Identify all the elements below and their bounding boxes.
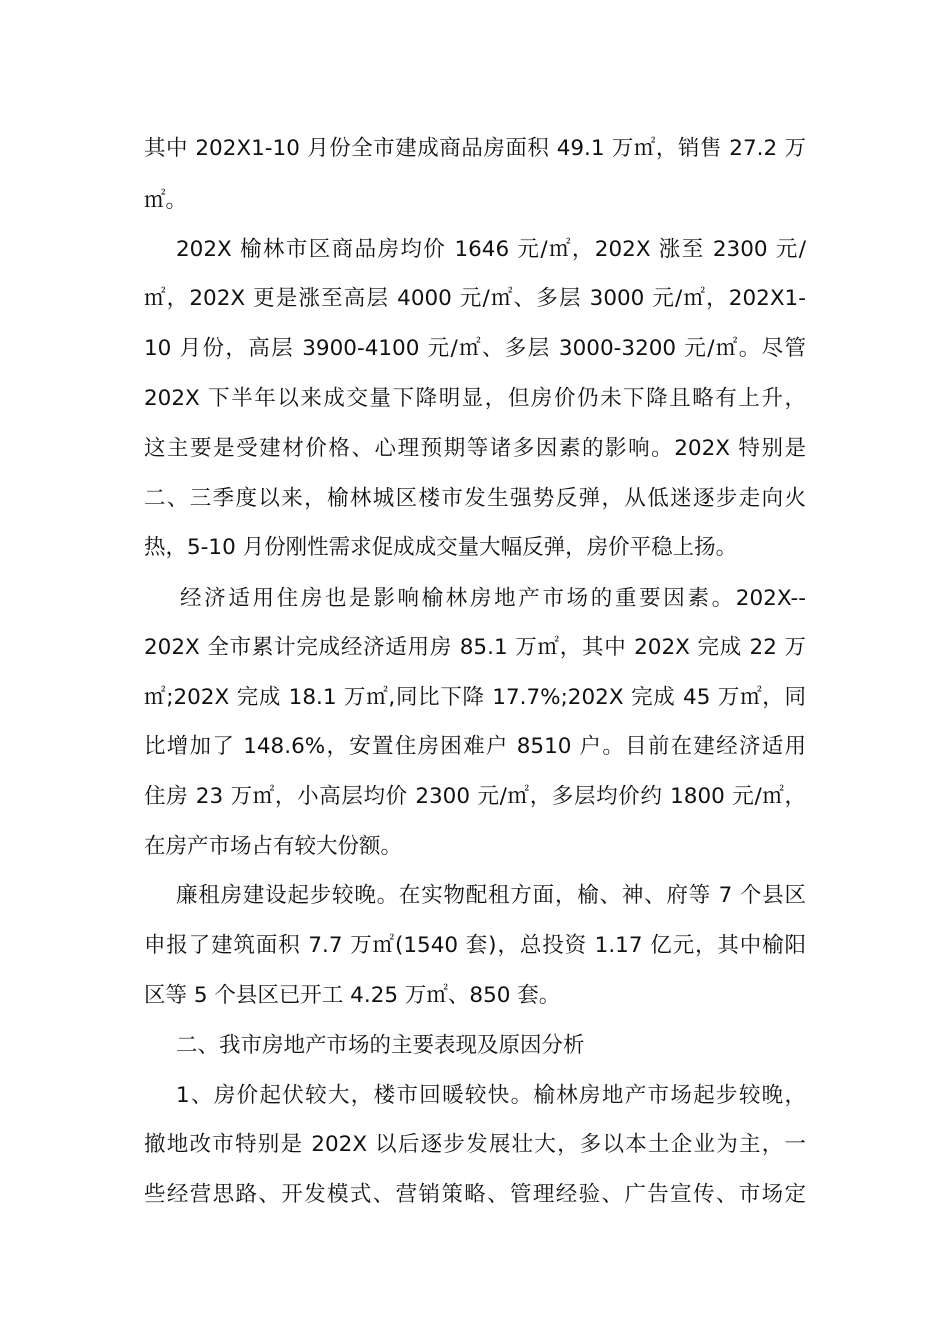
paragraph-first-line: 廉租房建设起步较晚。在实物配租方面，榆、神、府等 7 个县区 xyxy=(176,883,806,908)
text-line: ㎡，202X 更是涨至高层 4000 元/㎡、多层 3000 元/㎡，202X1- xyxy=(144,286,806,311)
text-line: 202X 全市累计完成经济适用房 85.1 万㎡，其中 202X 完成 22 万 xyxy=(144,635,806,660)
paragraph-first-line: 经济适用住房也是影响榆林房地产市场的重要因素。202X-- xyxy=(180,586,806,611)
text-line: 10 月份，高层 3900-4100 元/㎡、多层 3000-3200 元/㎡。尽管 xyxy=(144,336,806,361)
text-line: 比增加了 148.6%，安置住房困难户 8510 户。目前在建经济适用 xyxy=(144,734,806,759)
section-heading: 二、我市房地产市场的主要表现及原因分析 xyxy=(176,1033,585,1058)
text-line: 申报了建筑面积 7.7 万㎡(1540 套)，总投资 1.17 亿元，其中榆阳 xyxy=(144,933,806,958)
text-line: 这主要是受建材价格、心理预期等诸多因素的影响。202X 特别是 xyxy=(144,436,806,461)
text-line: 撤地改市特别是 202X 以后逐步发展壮大，多以本土企业为主，一 xyxy=(144,1132,806,1157)
text-line: 其中 202X1-10 月份全市建成商品房面积 49.1 万㎡，销售 27.2 万 xyxy=(144,136,806,161)
text-line: 在房产市场占有较大份额。 xyxy=(144,834,403,859)
text-line: ㎡;202X 完成 18.1 万㎡,同比下降 17.7%;202X 完成 45 万㎡，同 xyxy=(144,685,806,710)
text-line: 二、三季度以来，榆林城区楼市发生强势反弹，从低迷逐步走向火 xyxy=(144,486,806,511)
text-line: 住房 23 万㎡，小高层均价 2300 元/㎡，多层均价约 1800 元/㎡， xyxy=(144,784,806,809)
paragraph-first-line: 202X 榆林市区商品房均价 1646 元/㎡，202X 涨至 2300 元/ xyxy=(176,237,806,262)
text-line: 些经营思路、开发模式、营销策略、管理经验、广告宣传、市场定 xyxy=(144,1182,806,1207)
text-line: 区等 5 个县区已开工 4.25 万㎡、850 套。 xyxy=(144,983,561,1008)
text-line: ㎡。 xyxy=(144,188,188,213)
text-line: 热，5-10 月份刚性需求促成成交量大幅反弹，房价平稳上扬。 xyxy=(144,535,738,560)
text-line: 202X 下半年以来成交量下降明显，但房价仍未下降且略有上升， xyxy=(144,386,806,411)
paragraph-first-line: 1、房价起伏较大，楼市回暖较快。榆林房地产市场起步较晚， xyxy=(176,1083,806,1108)
